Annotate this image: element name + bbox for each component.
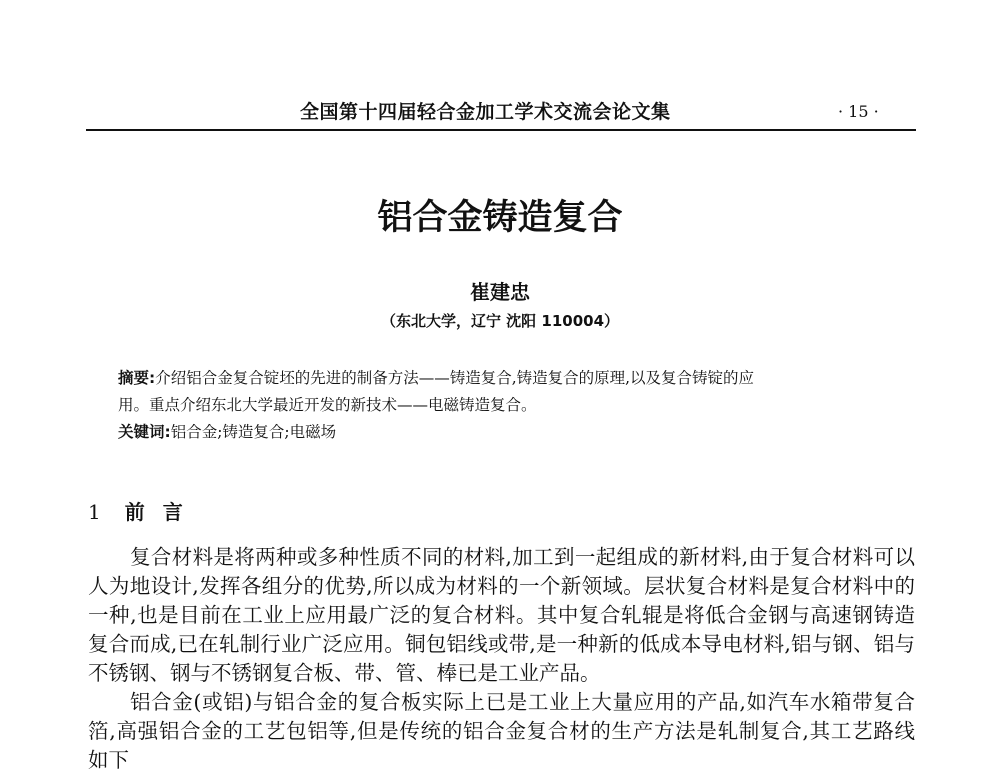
keywords-label: 关键词: — [118, 423, 171, 441]
running-header: 全国第十四届轻合金加工学术交流会论文集 — [300, 101, 671, 123]
body-line: 不锈钢、钢与不锈钢复合板、带、管、棒已是工业产品。 — [88, 661, 601, 685]
section-heading — [88, 496, 201, 525]
body-line: 箔,高强铝合金的工艺包铝等,但是传统的铝合金复合材的生产方法是轧制复合,其工艺路线 — [88, 719, 915, 743]
body-line: 铝合金(或铝)与铝合金的复合板实际上已是工业上大量应用的产品,如汽车水箱带复合 — [130, 690, 915, 714]
body-line: 人为地设计,发挥各组分的优势,所以成为材料的一个新领域。层状复合材料是复合材料中的 — [88, 574, 915, 598]
paper-title: 铝合金铸造复合 — [377, 197, 623, 238]
keywords — [118, 420, 336, 442]
section-title-char: 言 — [162, 500, 183, 524]
abstract-text: 介绍铝合金复合锭坯的先进的制备方法——铸造复合,铸造复合的原理,以及复合铸锭的应 — [155, 369, 755, 387]
section-title-char: 前 — [124, 500, 145, 524]
body-line: 复合而成,已在轧制行业广泛应用。铜包铝线或带,是一种新的低成本导电材料,铝与钢、铝与 — [88, 632, 915, 656]
section-number: 1 — [88, 500, 101, 524]
affiliation: （东北大学，辽宁 沈阳 110004） — [380, 312, 620, 330]
keywords-text: 铝合金;铸造复合;电磁场 — [170, 423, 337, 441]
body-line: 一种,也是目前在工业上应用最广泛的复合材料。其中复合轧辊是将低合金钢与高速钢铸造 — [88, 603, 915, 627]
abstract-line-1 — [118, 366, 754, 388]
header-rule — [86, 129, 916, 131]
page-number: · 15 · — [838, 102, 879, 121]
abstract-line-2: 用。重点介绍东北大学最近开发的新技术——电磁铸造复合。 — [118, 396, 537, 414]
abstract-label: 摘要: — [118, 369, 156, 387]
author: 崔建忠 — [470, 280, 530, 304]
body-line: 复合材料是将两种或多种性质不同的材料,加工到一起组成的新材料,由于复合材料可以 — [130, 545, 915, 569]
body-line: 如下 — [88, 748, 129, 772]
